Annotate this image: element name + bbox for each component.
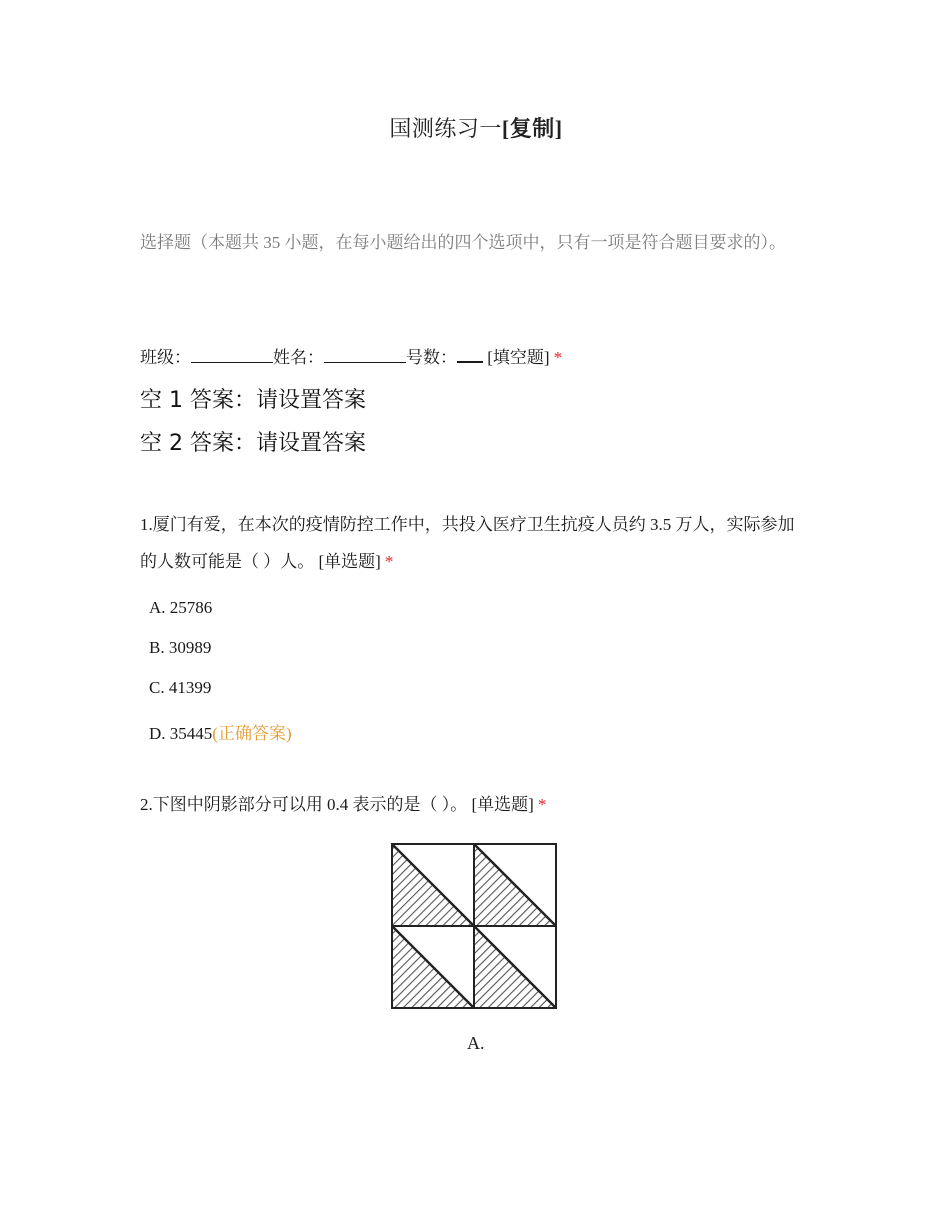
option-d-label: D. 35445 <box>149 724 213 743</box>
question-1-text: 1.厦门有爱，在本次的疫情防控工作中，共投入医疗卫生抗疫人员约 3.5 万人，实际参加的人数可能是（ ）人。 <box>140 515 795 571</box>
option-d[interactable] <box>149 719 292 744</box>
option-b[interactable]: B. 30989 <box>149 638 212 657</box>
name-blank[interactable] <box>324 346 406 363</box>
question-2-title <box>140 786 546 823</box>
blank-2-answer: 空 2 答案：请设置答案 <box>140 431 366 456</box>
option-c[interactable]: C. 41399 <box>149 678 212 697</box>
name-label: 姓名： <box>273 348 324 367</box>
class-blank[interactable] <box>191 346 273 363</box>
question-1-title <box>140 506 805 580</box>
required-mark: * <box>384 552 394 571</box>
required-mark: * <box>553 348 563 367</box>
question-type-label: [单选题] <box>471 795 534 814</box>
question-type-label: [单选题] <box>318 552 381 571</box>
number-label: 号数： <box>406 348 457 367</box>
class-label: 班级： <box>140 348 191 367</box>
shaded-grid-figure <box>390 842 560 1012</box>
option-a[interactable]: A. 25786 <box>149 598 213 617</box>
required-mark: * <box>537 795 547 814</box>
correct-answer-tag: (正确答案) <box>212 724 292 743</box>
figure-option-a-label[interactable]: A. <box>467 1033 485 1053</box>
fill-question-title <box>140 339 562 376</box>
number-blank[interactable] <box>457 345 483 363</box>
question-type-label: [填空题] <box>487 348 550 367</box>
survey-title-main: 国测练习一 <box>389 116 502 141</box>
blank-1-answer: 空 1 答案：请设置答案 <box>140 388 366 413</box>
survey-title <box>140 112 812 143</box>
section-intro: 选择题（本题共 35 小题，在每小题给出的四个选项中，只有一项是符合题目要求的）。 <box>140 233 786 252</box>
question-2-text: 2.下图中阴影部分可以用 0.4 表示的是（ ）。 <box>140 795 468 814</box>
survey-title-suffix: [复制] <box>501 116 563 141</box>
